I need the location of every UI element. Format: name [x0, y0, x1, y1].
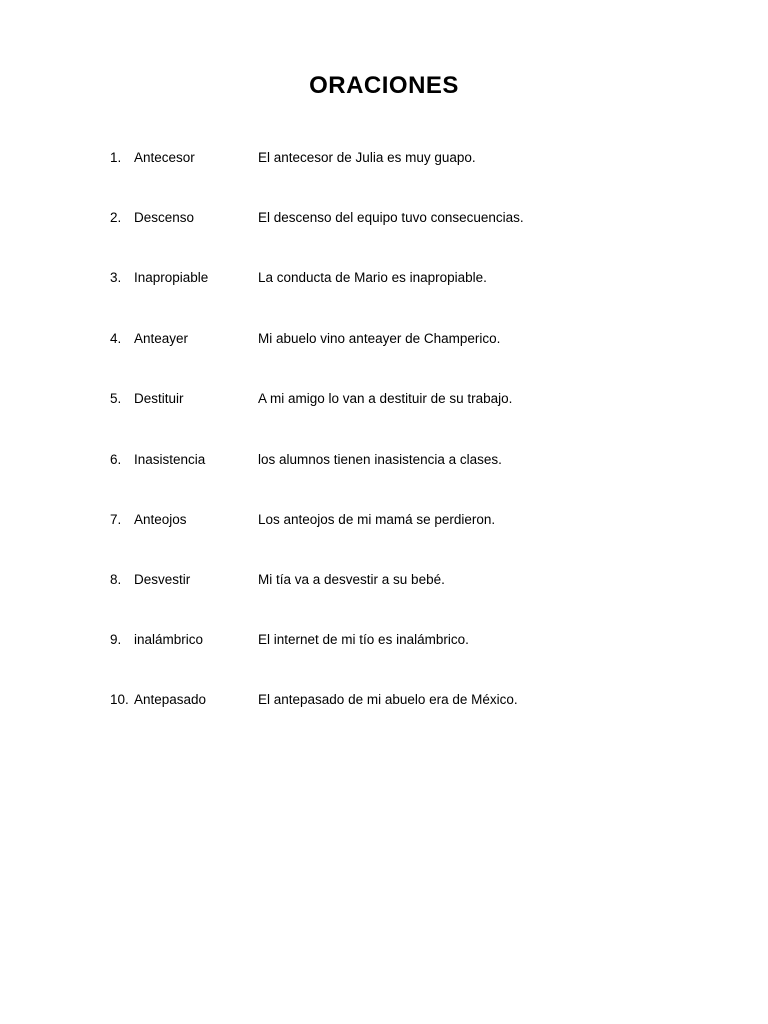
item-number: 6.	[110, 452, 122, 467]
item-word: Inapropiable	[134, 270, 209, 285]
item-word: Descenso	[134, 210, 195, 225]
item-word: Antepasado	[134, 692, 207, 707]
item-sentence: Mi tía va a desvestir a su bebé.	[258, 572, 445, 587]
page-title: ORACIONES	[309, 72, 459, 99]
item-sentence: La conducta de Mario es inapropiable.	[258, 270, 487, 285]
item-number: 5.	[110, 391, 122, 406]
item-word: inalámbrico	[134, 632, 204, 647]
item-sentence: El antecesor de Julia es muy guapo.	[258, 150, 476, 165]
item-number: 2.	[110, 210, 122, 225]
item-sentence: Mi abuelo vino anteayer de Champerico.	[258, 331, 501, 346]
item-word: Desvestir	[134, 572, 191, 587]
list-item	[110, 630, 730, 650]
list-item	[110, 208, 730, 228]
list-item	[110, 329, 730, 349]
item-sentence: los alumnos tienen inasistencia a clases.	[258, 452, 502, 467]
item-sentence: A mi amigo lo van a destituir de su trabajo.	[258, 391, 513, 406]
item-number: 10.	[110, 692, 129, 707]
item-word: Anteayer	[134, 331, 189, 346]
item-number: 9.	[110, 632, 122, 647]
list-item	[110, 148, 730, 168]
list-item	[110, 268, 730, 288]
item-word: Antecesor	[134, 150, 195, 165]
list-item	[110, 690, 730, 710]
item-sentence: El descenso del equipo tuvo consecuencias.	[258, 210, 524, 225]
list-item	[110, 570, 730, 590]
item-number: 3.	[110, 270, 122, 285]
item-number: 7.	[110, 512, 122, 527]
item-word: Destituir	[134, 391, 184, 406]
item-sentence: El antepasado de mi abuelo era de México.	[258, 692, 518, 707]
item-word: Anteojos	[134, 512, 187, 527]
item-word: Inasistencia	[134, 452, 206, 467]
item-sentence: Los anteojos de mi mamá se perdieron.	[258, 512, 496, 527]
list-item	[110, 510, 730, 530]
item-number: 1.	[110, 150, 122, 165]
list-item	[110, 450, 730, 470]
item-sentence: El internet de mi tío es inalámbrico.	[258, 632, 469, 647]
item-number: 8.	[110, 572, 122, 587]
item-number: 4.	[110, 331, 122, 346]
list-item	[110, 389, 730, 409]
